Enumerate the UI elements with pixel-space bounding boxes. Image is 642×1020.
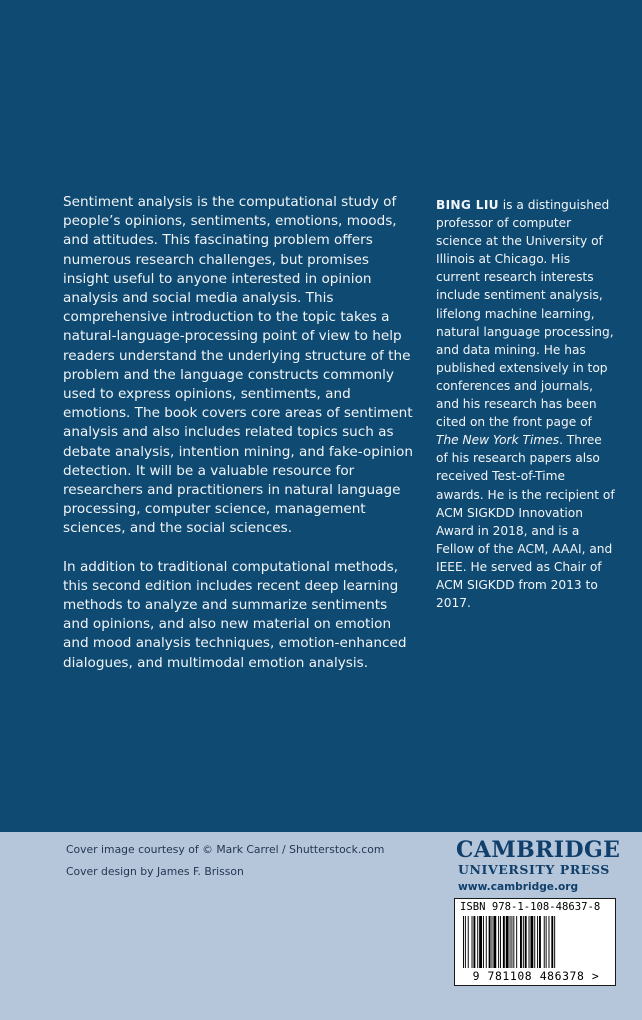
barcode-bar xyxy=(520,916,522,968)
author-name: BING LIU xyxy=(436,198,499,212)
cover-design-credit: Cover design by James F. Brisson xyxy=(66,865,244,878)
barcode-bar xyxy=(551,916,553,968)
barcode-bar xyxy=(472,916,473,968)
barcode-bar xyxy=(513,916,514,968)
barcode-bar xyxy=(479,916,482,968)
publisher-subtitle: UNIVERSITY PRESS xyxy=(458,862,610,877)
barcode-bars xyxy=(463,916,609,968)
barcode-bar xyxy=(493,916,496,968)
publisher-name: CAMBRIDGE xyxy=(456,837,621,863)
author-bio xyxy=(436,196,616,612)
synopsis-paragraph-2: In addition to traditional computational methods, this second edition includes recent deep learning methods to analyze and summarize sentiments and opinions, and also new material on emotion and mood analysis techniques, emotion-enhanced dialogues, and multimodal emotion analysis. xyxy=(63,558,407,671)
synopsis xyxy=(63,193,415,673)
barcode-bar xyxy=(492,916,493,968)
barcode-bar xyxy=(503,916,505,968)
barcode-bar xyxy=(473,916,475,968)
author-bio-text-2: . Three of his research papers also received Test-of-Time awards. He is the recipient of ACM SIGKDD Innovation Award in 2018, and is a Fellow of the ACM, AAAI, and IEEE. He served as Chair of ACM SIGKDD from 2013 to 2017. xyxy=(436,433,615,611)
synopsis-paragraph-1: Sentiment analysis is the computational study of people’s opinions, sentiments, emotions, moods, and attitudes. This fascinating problem offers numerous research challenges, but promises insight useful to anyone interested in opinion analysis and social media analysis. This comprehensive introduction to the topic takes a natural-language-processing point of view to help readers understand the underlying structure of the problem and the language constructs commonly used to express opinions, sentiments, and emotions. The book covers core areas of sentiment analysis and also includes related topics such as debate analysis, intention mining, and fake-opinion detection. It will be a valuable resource for researchers and practitioners in natural language processing, computer science, management sciences, and the social sciences. xyxy=(63,194,413,537)
publisher-url: www.cambridge.org xyxy=(458,881,579,893)
barcode-bar xyxy=(511,916,512,968)
barcode-bar xyxy=(537,916,538,968)
barcode-bar xyxy=(486,916,487,968)
barcode-bar xyxy=(544,916,545,968)
barcode-bar xyxy=(530,916,533,968)
cover-image-credit: Cover image courtesy of © Mark Carrel / Shutterstock.com xyxy=(66,843,385,856)
isbn-label: ISBN 978-1-108-48637-8 xyxy=(460,901,601,913)
barcode-bar xyxy=(489,916,491,968)
barcode-bar xyxy=(554,916,555,968)
barcode-bar xyxy=(523,916,524,968)
barcode-bar xyxy=(500,916,501,968)
barcode-bar xyxy=(498,916,499,968)
barcode-bar xyxy=(506,916,509,968)
barcode-bar xyxy=(510,916,511,968)
publisher-logo xyxy=(456,838,620,894)
barcode-bar xyxy=(468,916,469,968)
barcode-bar xyxy=(549,916,550,968)
barcode-bar xyxy=(463,916,464,968)
barcode-bar xyxy=(539,916,541,968)
barcode-bar xyxy=(516,916,517,968)
barcode-bar xyxy=(525,916,527,968)
barcode-bar xyxy=(483,916,484,968)
isbn-barcode xyxy=(454,898,616,986)
barcode-digits: 9 781108 486378 > xyxy=(472,969,600,983)
barcode-bar xyxy=(465,916,466,968)
barcode-bar xyxy=(477,916,478,968)
author-bio-italic: The New York Times xyxy=(436,433,560,448)
barcode-bar xyxy=(529,916,530,968)
barcode-bar xyxy=(534,916,535,968)
author-bio-text-1: is a distinguished professor of computer science at the University of Illinois at Chicago. His current research interests include sentiment analysis, lifelong machine learning, natural language processing, and data mining. He has published extensively in top conferences and journals, and his research has been cited on the front page of xyxy=(436,198,614,430)
barcode-bar xyxy=(546,916,547,968)
